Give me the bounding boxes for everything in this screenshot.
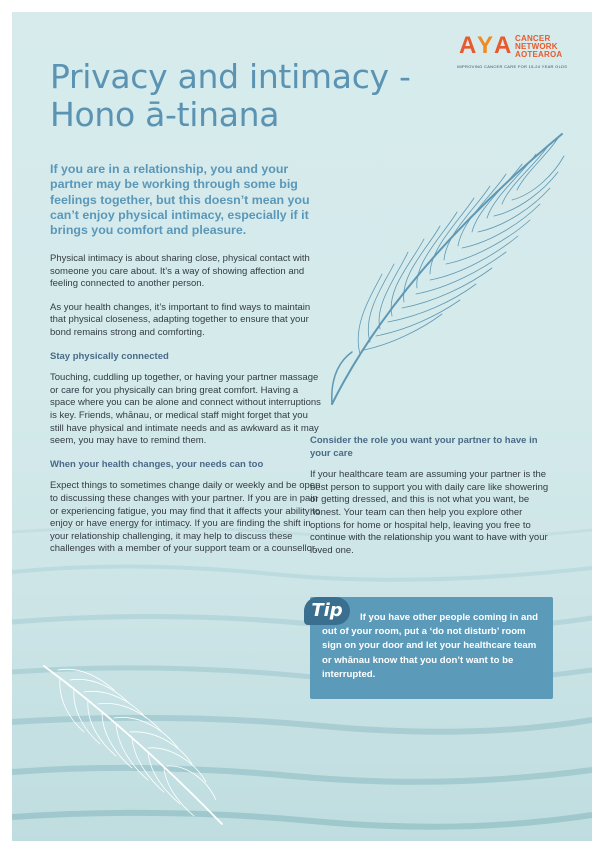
body-paragraph: Physical intimacy is about sharing close, physical contact with someone you care about. It’s a way of showing affection and feeling connected to another person. <box>50 253 310 290</box>
feather-illustration-icon <box>312 124 582 414</box>
intro-paragraph: If you are in a relationship, you and your partner may be working through some big feelings together, but this doesn’t mean you can’t enjoy physical intimacy, especially if it brings you comfort and pleasure. <box>50 162 310 238</box>
left-column <box>50 253 324 567</box>
logo-letter: Y <box>477 32 494 59</box>
title-line-2: Hono ā-tinana <box>50 95 280 134</box>
section-heading: When your health changes, your needs can too <box>50 458 264 470</box>
tip-box <box>310 597 553 699</box>
body-paragraph: Touching, cuddling up together, or having your partner massage or care for you physically can bring great comfort. Having a space where you can be alone and connect without interruptions is key. Friends, whānau, or medical staff might forget that you still have physical and intimate needs and as awkward as it may seem, you may have to remind them. <box>50 372 321 447</box>
poster-page <box>12 12 592 841</box>
page-title <box>50 58 430 134</box>
logo-letter: A <box>494 32 512 59</box>
title-line-1: Privacy and intimacy - <box>50 57 411 96</box>
body-paragraph: As your health changes, it’s important to find ways to maintain that physical closeness, adapting together to ensure that your bond remains strong and comforting. <box>50 301 311 338</box>
section-heading: Consider the role you want your partner to have in your care <box>310 435 538 459</box>
white-feather-illustration-icon <box>40 660 230 830</box>
aya-logo <box>457 34 577 76</box>
logo-org-name: CANCER NETWORK AOTEAROA <box>515 34 563 59</box>
tip-badge: Tip <box>304 597 350 625</box>
body-paragraph: If your healthcare team are assuming your partner is the best person to support you with daily care like showering or getting dressed, and this is not what you want, be honest. Your team can then help you explore other options for home or hospital help, leaving you free to continue with the relationship you want to have with your loved one. <box>310 469 549 556</box>
body-paragraph: Expect things to sometimes change daily or weekly and be open to discussing these changes with your partner. If you are in pain or experiencing fatigue, you may find that it affects your ability to enjoy or have energy for intimacy. If you are finding the shift in your relationship challenging, it may help to discuss these challenges with a member of your support team or a counsellor. <box>50 480 321 555</box>
logo-letter: A <box>459 32 477 59</box>
tip-text: If you have other people coming in and out of your room, put a ‘do not disturb’ room sign on your door and let your healthcare team or whānau know that you don’t want to be interrupted. <box>322 612 539 680</box>
logo-tagline: IMPROVING CANCER CARE FOR 15-24 YEAR OLDS <box>457 64 568 69</box>
right-column <box>310 435 550 568</box>
section-heading: Stay physically connected <box>50 350 169 362</box>
